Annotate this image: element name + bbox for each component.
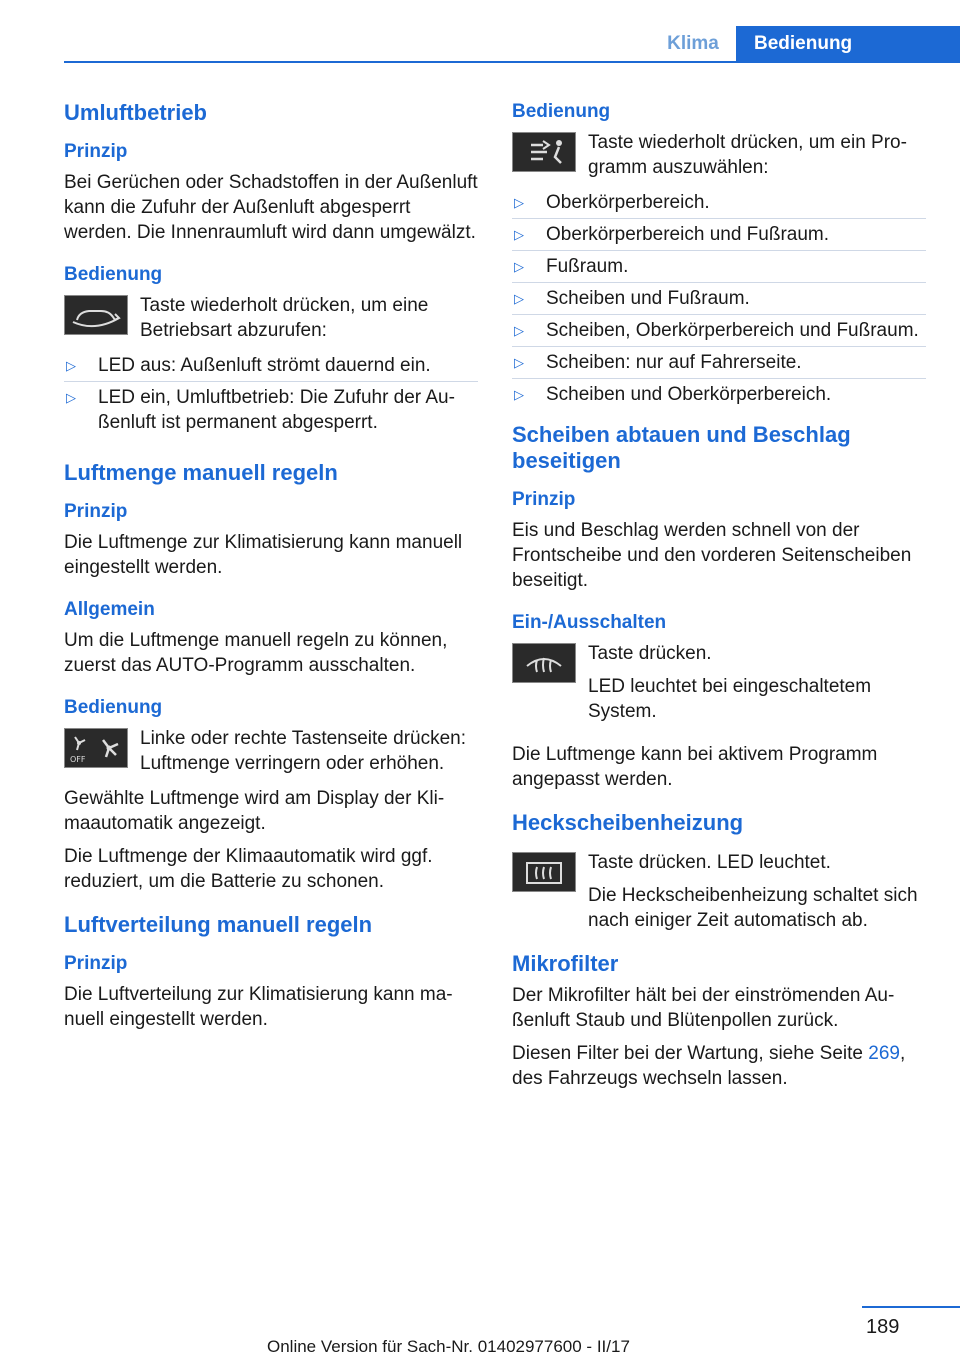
paragraph: Taste wiederholt drücken, um ein Programm auszuwählen:	[588, 132, 907, 178]
heading-luftverteilung: Luftverteilung manuell regeln	[64, 912, 373, 937]
fan-key-icon	[64, 728, 128, 768]
subheading-ein-ausschalten: Ein-/Ausschalten	[512, 612, 667, 633]
key-row	[512, 130, 926, 182]
list-item: ▷ LED ein, Umluftbetrieb: Die Zufuhr der Außenluft ist permanent abgesperrt.	[66, 387, 455, 433]
list-item: ▷ Fußraum.	[512, 254, 926, 279]
paragraph: Die Luftverteilung zur Klimatisierung kann manuell eingestellt werden.	[64, 984, 453, 1030]
front-defrost-key-icon	[512, 643, 576, 683]
heading-scheiben-abtauen: Scheiben abtauen und Beschlag beseitigen	[512, 422, 851, 473]
paragraph: Gewählte Luftmenge wird am Display der Klimaautomatik angezeigt.	[64, 788, 445, 834]
paragraph: Um die Luftmenge manuell regeln zu können, zuerst das AUTO-Programm ausschalten.	[64, 630, 448, 676]
list-item: ▷ Scheiben: nur auf Fahrerseite.	[512, 350, 926, 375]
subheading-bedienung: Bedienung	[64, 264, 163, 285]
subheading-prinzip: Prinzip	[64, 501, 128, 522]
list-item: ▷ LED aus: Außenluft strömt dauernd ein.	[64, 353, 478, 378]
triangle-bullet-icon: ▷	[514, 291, 524, 306]
page-number: 189	[866, 1316, 900, 1338]
page-link[interactable]: 269	[868, 1043, 900, 1064]
rear-defrost-key-icon	[512, 852, 576, 892]
triangle-bullet-icon: ▷	[514, 355, 524, 370]
air-distribution-key-icon	[512, 132, 576, 172]
key-row	[64, 726, 478, 778]
key-row	[512, 641, 926, 724]
subheading-prinzip: Prinzip	[512, 489, 576, 510]
paragraph: Taste drücken. LED leuchtet.	[588, 852, 831, 873]
subheading-bedienung: Bedienung	[512, 101, 611, 122]
list-item: ▷ Scheiben und Oberkörperbereich.	[514, 384, 832, 405]
paragraph: Diesen Filter bei der Wartung, siehe Seite 269, des Fahrzeugs wechseln lassen.	[512, 1043, 906, 1089]
paragraph: Taste drücken.	[588, 643, 712, 664]
key-row	[64, 293, 478, 345]
paragraph: Die Heckscheibenheizung schaltet sich nach einiger Zeit automatisch ab.	[588, 885, 918, 931]
paragraph: Die Luftmenge kann bei aktivem Programm angepasst werden.	[512, 744, 878, 790]
paragraph: Taste wiederholt drücken, um eine Betriebsart abzurufen:	[140, 295, 429, 341]
header-rule	[64, 61, 960, 63]
paragraph: Bei Gerüchen oder Schadstoffen in der Außenluft kann die Zufuhr der Außenluft abgesperrt werden. Die Innenraumluft wird dann umgewälzt.	[64, 172, 478, 243]
triangle-bullet-icon: ▷	[514, 387, 524, 402]
list-item: ▷ Oberkörperbereich und Fußraum.	[512, 222, 926, 247]
paragraph: Eis und Beschlag werden schnell von der Frontscheibe und den vorderen Seitenscheiben beseitigt.	[512, 520, 912, 591]
list-item: ▷ Scheiben und Fußraum.	[512, 286, 926, 311]
recirculation-key-icon	[64, 295, 128, 335]
subheading-prinzip: Prinzip	[64, 141, 128, 162]
subheading-allgemein: Allgemein	[64, 599, 155, 620]
bullet-list	[512, 190, 926, 407]
key-row	[512, 850, 926, 933]
triangle-bullet-icon: ▷	[514, 259, 524, 274]
heading-heckscheibenheizung: Heckscheibenheizung	[512, 810, 744, 835]
list-item: ▷ Scheiben, Oberkörperbereich und Fußraum.	[512, 318, 926, 343]
triangle-bullet-icon: ▷	[514, 195, 524, 210]
list-item: ▷ Oberkörperbereich.	[512, 190, 926, 215]
off-label: OFF	[70, 755, 86, 764]
paragraph: Die Luftmenge der Klimaautomatik wird ggf. reduziert, um die Batterie zu schonen.	[64, 846, 433, 892]
tab-bedienung[interactable]: Bedienung	[736, 26, 960, 61]
heading-mikrofilter: Mikrofilter	[512, 951, 619, 976]
paragraph: Linke oder rechte Tastenseite drücken: Luftmenge verringern oder erhöhen.	[140, 728, 467, 774]
triangle-bullet-icon: ▷	[66, 390, 76, 405]
right-column	[512, 100, 926, 1091]
subheading-bedienung: Bedienung	[64, 697, 163, 718]
paragraph: LED leuchtet bei eingeschaltetem System.	[588, 676, 872, 722]
heading-umluftbetrieb: Umluftbetrieb	[64, 100, 207, 125]
subheading-prinzip: Prinzip	[64, 953, 128, 974]
paragraph: Der Mikrofilter hält bei der einströmenden Außenluft Staub und Blütenpollen zurück.	[512, 985, 895, 1031]
footer-rule	[862, 1306, 960, 1308]
footer-online-version: Online Version für Sach-Nr. 01402977600 - II/17	[267, 1337, 630, 1356]
triangle-bullet-icon: ▷	[514, 323, 524, 338]
triangle-bullet-icon: ▷	[66, 358, 76, 373]
heading-luftmenge: Luftmenge manuell regeln	[64, 460, 338, 485]
left-column	[64, 100, 478, 1032]
paragraph: Die Luftmenge zur Klimatisierung kann manuell eingestellt werden.	[64, 532, 463, 578]
bullet-list	[64, 353, 478, 435]
tab-klima[interactable]: Klima	[667, 33, 719, 54]
triangle-bullet-icon: ▷	[514, 227, 524, 242]
